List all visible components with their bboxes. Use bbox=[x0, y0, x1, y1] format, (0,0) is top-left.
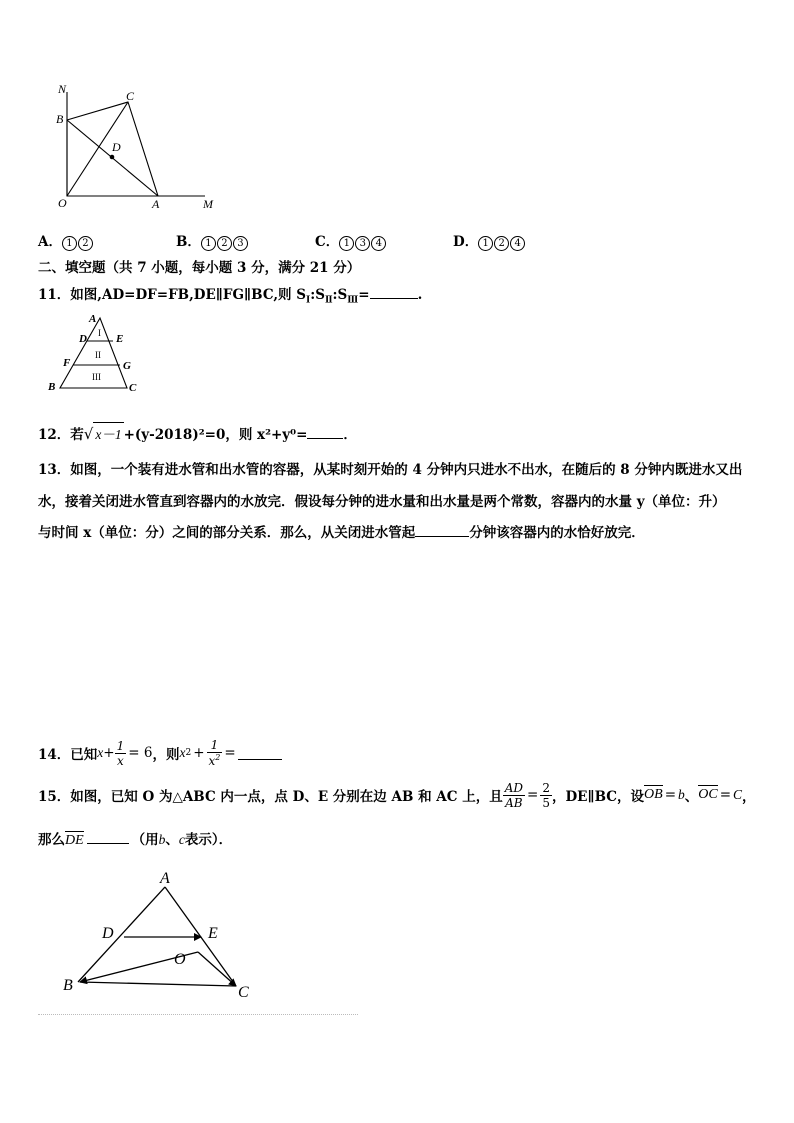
question-14: 14．已知 x + $\frac{1}{x}$ = 6 ，则 x 2 + $\frac{1}{x^2}$ = bbox=[38, 735, 282, 771]
section-header: 二、填空题（共 7 小题，每小题 3 分，满分 21 分） bbox=[38, 260, 361, 276]
question-11: 11．如图,AD=DF=FB,DE∥FG∥BC,则 $S_Ⅰ:S_Ⅱ:S_Ⅲ=$ . bbox=[38, 287, 423, 306]
fig3-label-c: C bbox=[238, 984, 249, 1001]
question-15-line-1: 15．如图，已知 O 为△ABC 内一点，点 D、E 分别在边 AB 和 AC 上，且 $\frac{AD}{AB}$ = $\frac{2}{5}$ ，DE∥BC，设 OB = b 、 OC = C ， bbox=[38, 780, 756, 810]
answer-blank-12[interactable] bbox=[307, 438, 343, 439]
answer-blank-13[interactable] bbox=[415, 536, 469, 537]
question-13-line-1: 13．如图，一个装有进水管和出水管的容器，从某时刻开始的 4 分钟内只进水不出水，在随后的 8 分钟内既进水又出 bbox=[38, 462, 743, 478]
answer-blank-14[interactable] bbox=[238, 747, 282, 760]
option-c[interactable]: C． 1 3 4 bbox=[315, 230, 387, 251]
answer-blank-15[interactable] bbox=[87, 843, 129, 844]
option-d[interactable]: D． 1 2 4 bbox=[453, 230, 526, 251]
fig3-label-o: O bbox=[174, 951, 186, 968]
fig2-label-c: C bbox=[129, 382, 137, 394]
fig1-label-b: B bbox=[56, 112, 64, 126]
option-a[interactable]: A． 1 2 bbox=[38, 230, 94, 251]
fig1-label-o: O bbox=[58, 196, 67, 210]
fig2-label-f: F bbox=[63, 357, 71, 369]
fig3-label-d: D bbox=[102, 925, 114, 942]
fig2-label-ii: II bbox=[95, 350, 101, 360]
question-12: 12．若√ x－1 +(y-2018)²=0，则 x²+y⁰= ． bbox=[38, 422, 357, 443]
figure-coordinate-quadrilateral bbox=[50, 80, 225, 215]
fig2-label-b: B bbox=[48, 381, 56, 393]
fig3-label-e: E bbox=[208, 925, 218, 942]
fig1-label-m: M bbox=[203, 197, 213, 211]
fig2-label-a: A bbox=[89, 313, 97, 325]
fig2-label-i: I bbox=[98, 328, 101, 338]
fig1-label-d: D bbox=[112, 140, 121, 154]
fig2-label-d: D bbox=[79, 333, 87, 345]
figure-triangle-vectors bbox=[60, 868, 260, 1008]
option-b[interactable]: B． 1 2 3 bbox=[176, 230, 249, 251]
fig1-label-c: C bbox=[126, 89, 135, 103]
fig2-label-iii: III bbox=[92, 372, 101, 382]
question-15-line-2: 那么 DE （用 b 、 c 表示）． bbox=[38, 832, 233, 848]
question-13-line-3: 与时间 x（单位：分）之间的部分关系．那么，从关闭进水管起 分钟该容器内的水恰好放完． bbox=[38, 525, 645, 541]
fig1-label-n: N bbox=[58, 82, 67, 96]
fig1-label-a: A bbox=[152, 197, 160, 211]
fig2-label-e: E bbox=[116, 333, 124, 345]
question-13-line-2: 水，接着关闭进水管直到容器内的水放完．假设每分钟的进水量和出水量是两个常数，容器内的水量 y（单位：升） bbox=[38, 494, 726, 510]
fig3-label-a: A bbox=[160, 870, 170, 887]
answer-blank-11[interactable] bbox=[370, 298, 418, 299]
fig3-label-b: B bbox=[63, 977, 73, 994]
fig2-label-g: G bbox=[123, 360, 131, 372]
footer-separator bbox=[38, 1014, 358, 1015]
